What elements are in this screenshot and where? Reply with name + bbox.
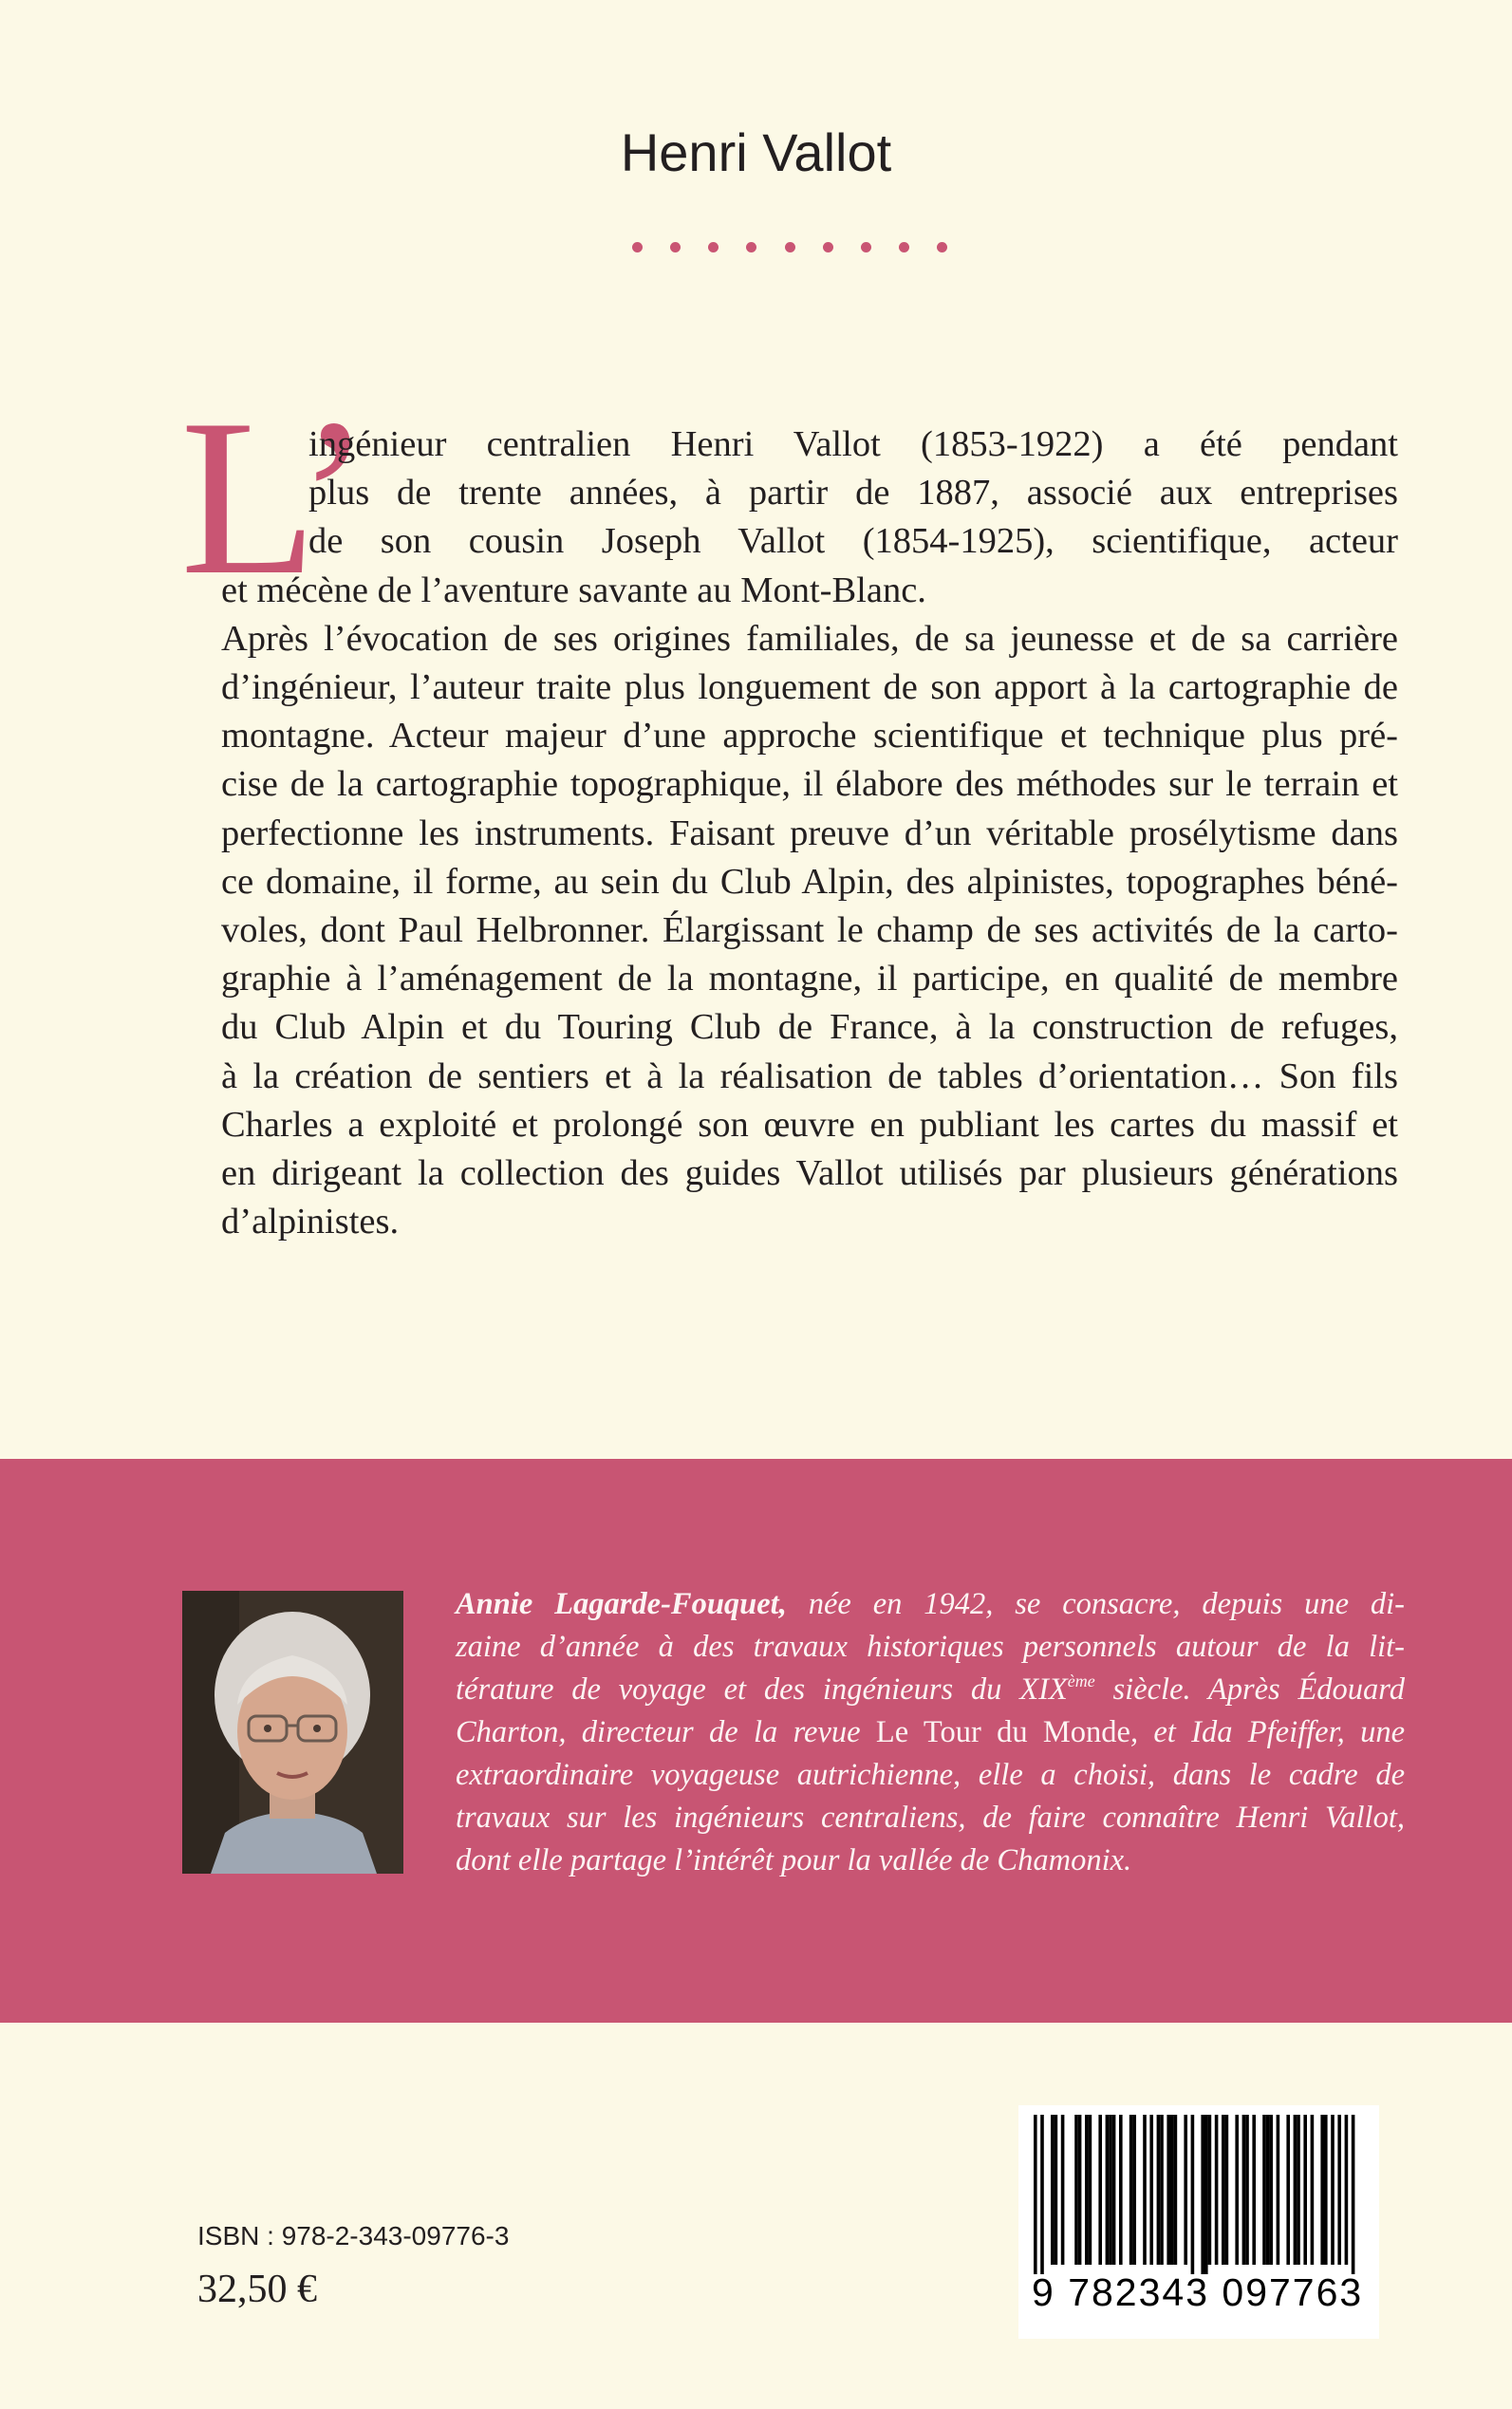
book-title: Henri Vallot (620, 122, 892, 182)
barcode-bar (1225, 2115, 1229, 2265)
dot-icon (632, 242, 643, 252)
text-line: du Club Alpin et du Touring Club de France, à la construction de refuges, (221, 1007, 1398, 1048)
barcode-bar (1055, 2115, 1058, 2265)
text-line: d’ingénieur, l’auteur traite plus longuement de son apport à la cartographie de (221, 667, 1398, 708)
barcode-bar (1266, 2115, 1270, 2265)
barcode-bar (1191, 2115, 1195, 2274)
barcode-bar (1184, 2115, 1187, 2265)
bio-line (456, 1711, 1405, 1754)
text-line: en dirigeant la collection des guides Vallot utilisés par plusieurs générations (221, 1153, 1398, 1194)
barcode-bar (1345, 2115, 1349, 2265)
bio-line: zaine d’année à des travaux historiques personnels autour de la lit- (456, 1630, 1405, 1664)
author-name: Annie Lagarde-Fouquet, (456, 1587, 787, 1621)
barcode-bar (1245, 2115, 1249, 2265)
summary-text (221, 420, 1398, 1246)
text-line: et mécène de l’aventure savante au Mont-Blanc. (221, 570, 926, 610)
barcode-bar (1303, 2115, 1307, 2265)
bio-line: extraordinaire voyageuse autrichienne, elle a choisi, dans le cadre de (456, 1758, 1405, 1792)
barcode-bar (1119, 2115, 1123, 2265)
barcode-bar (1331, 2115, 1335, 2265)
dot-icon (937, 242, 947, 252)
barcode-bar (1311, 2115, 1315, 2265)
bio-text: siècle. Après Édouard (1094, 1672, 1405, 1707)
barcode-bar (1337, 2115, 1341, 2265)
dot-icon (708, 242, 719, 252)
bio-text: , et Ida Pfeiffer, une (1129, 1715, 1405, 1749)
barcode-digits: 9 782343 097763 (1032, 2270, 1364, 2314)
price: 32,50 € (197, 2268, 317, 2311)
barcode-bar (1262, 2115, 1266, 2265)
decorative-dots (632, 239, 947, 254)
text-line: à la création de sentiers et à la réalisation de tables d’orientation… Son fils (221, 1055, 1398, 1096)
text-line: montagne. Acteur majeur d’une approche scientifique et technique plus pré- (221, 716, 1398, 756)
barcode-bar (1129, 2115, 1133, 2265)
barcode-bar (1352, 2115, 1355, 2274)
bio-line: travaux sur les ingénieurs centraliens, de faire connaître Henri Vallot, (456, 1801, 1405, 1835)
author-bio (456, 1583, 1405, 1882)
barcode-bar (1112, 2115, 1116, 2265)
bio-text: Charton, directeur de la revue (456, 1715, 876, 1749)
barcode-bar (1215, 2115, 1219, 2265)
barcode-bar (1286, 2115, 1290, 2265)
barcode-bar (1324, 2115, 1328, 2265)
barcode-bar (1160, 2115, 1164, 2265)
isbn: ISBN : 978-2-343-09776-3 (197, 2221, 510, 2250)
barcode-bar (1132, 2115, 1136, 2265)
superscript: ème (1067, 1671, 1095, 1690)
barcode-bar (1078, 2115, 1082, 2265)
dot-icon (785, 242, 795, 252)
barcode-bar (1269, 2115, 1273, 2265)
dot-icon (670, 242, 681, 252)
barcode-bar (1098, 2115, 1102, 2265)
barcode-bar (1040, 2115, 1044, 2274)
barcode-bar (1106, 2115, 1110, 2265)
barcode-bar (1174, 2115, 1178, 2265)
barcode-bar (1222, 2115, 1225, 2265)
portrait-image (182, 1591, 403, 1874)
barcode-bar (1204, 2115, 1208, 2274)
dot-icon (899, 242, 909, 252)
barcode-bar (1201, 2115, 1204, 2274)
barcode-bar (1294, 2115, 1297, 2265)
barcode-bar (1157, 2115, 1161, 2265)
text-line: d’alpinistes. (221, 1202, 400, 1242)
barcode-bar (1074, 2115, 1078, 2265)
text-line: plus de trente années, à partir de 1887, associé aux entreprises (308, 473, 1398, 514)
text-line: ce domaine, il forme, au sein du Club Alpin, des alpinistes, topographes béné- (221, 861, 1398, 902)
bio-line (456, 1583, 1405, 1626)
barcode-bar (1242, 2115, 1246, 2265)
dot-icon (823, 242, 833, 252)
barcode-bar (1089, 2115, 1092, 2265)
barcode-bar (1297, 2115, 1300, 2265)
dot-icon (746, 242, 756, 252)
author-photo (182, 1591, 403, 1874)
barcode-bar (1149, 2115, 1153, 2265)
text-line: voles, dont Paul Helbronner. Élargissant le champ de ses activités de la carto- (221, 910, 1398, 951)
barcode-bar (1320, 2115, 1324, 2265)
barcode-bar (1252, 2115, 1256, 2265)
drop-cap: L’ (180, 374, 372, 622)
barcode-bar (1208, 2115, 1212, 2265)
bio-line: dont elle partage l’intérêt pour la vallée de Chamonix. (456, 1843, 1132, 1877)
barcode-bar (1034, 2115, 1037, 2274)
bio-text: térature de voyage et des ingénieurs du XIX (456, 1672, 1068, 1707)
barcode-bar (1085, 2115, 1089, 2265)
barcode-bar (1277, 2115, 1280, 2265)
intro-paragraph (221, 420, 1398, 567)
dot-icon (861, 242, 871, 252)
barcode-bar (1051, 2115, 1055, 2265)
barcode-bar (1167, 2115, 1170, 2265)
intro-paragraph-end (221, 567, 1398, 615)
text-line: cise de la cartographie topographique, il élabore des méthodes sur le terrain et (221, 764, 1398, 805)
text-line: perfectionne les instruments. Faisant preuve d’un véritable prosélytisme dans (221, 812, 1398, 853)
text-line: graphie à l’aménagement de la montagne, il participe, en qualité de membre (221, 959, 1398, 999)
barcode-bar (1170, 2115, 1174, 2265)
text-line: Après l’évocation de ses origines familiales, de sa jeunesse et de sa carrière (221, 618, 1398, 659)
body-paragraph (221, 615, 1398, 1247)
barcode-bar (1143, 2115, 1147, 2265)
bio-text: née en 1942, se consacre, depuis une di- (786, 1587, 1406, 1621)
journal-title: Le Tour du Monde (875, 1715, 1130, 1749)
barcode-bar (1061, 2115, 1065, 2265)
barcode-bar (1235, 2115, 1239, 2265)
text-line: de son cousin Joseph Vallot (1854-1925), scientifique, acteur (308, 521, 1398, 562)
text-line: ingénieur centralien Henri Vallot (1853-1922) a été pendant (308, 424, 1398, 464)
bio-line (456, 1669, 1405, 1711)
text-line: Charles a exploité et prolongé son œuvre en publiant les cartes du massif et (221, 1104, 1398, 1145)
barcode-bar (1109, 2115, 1112, 2265)
